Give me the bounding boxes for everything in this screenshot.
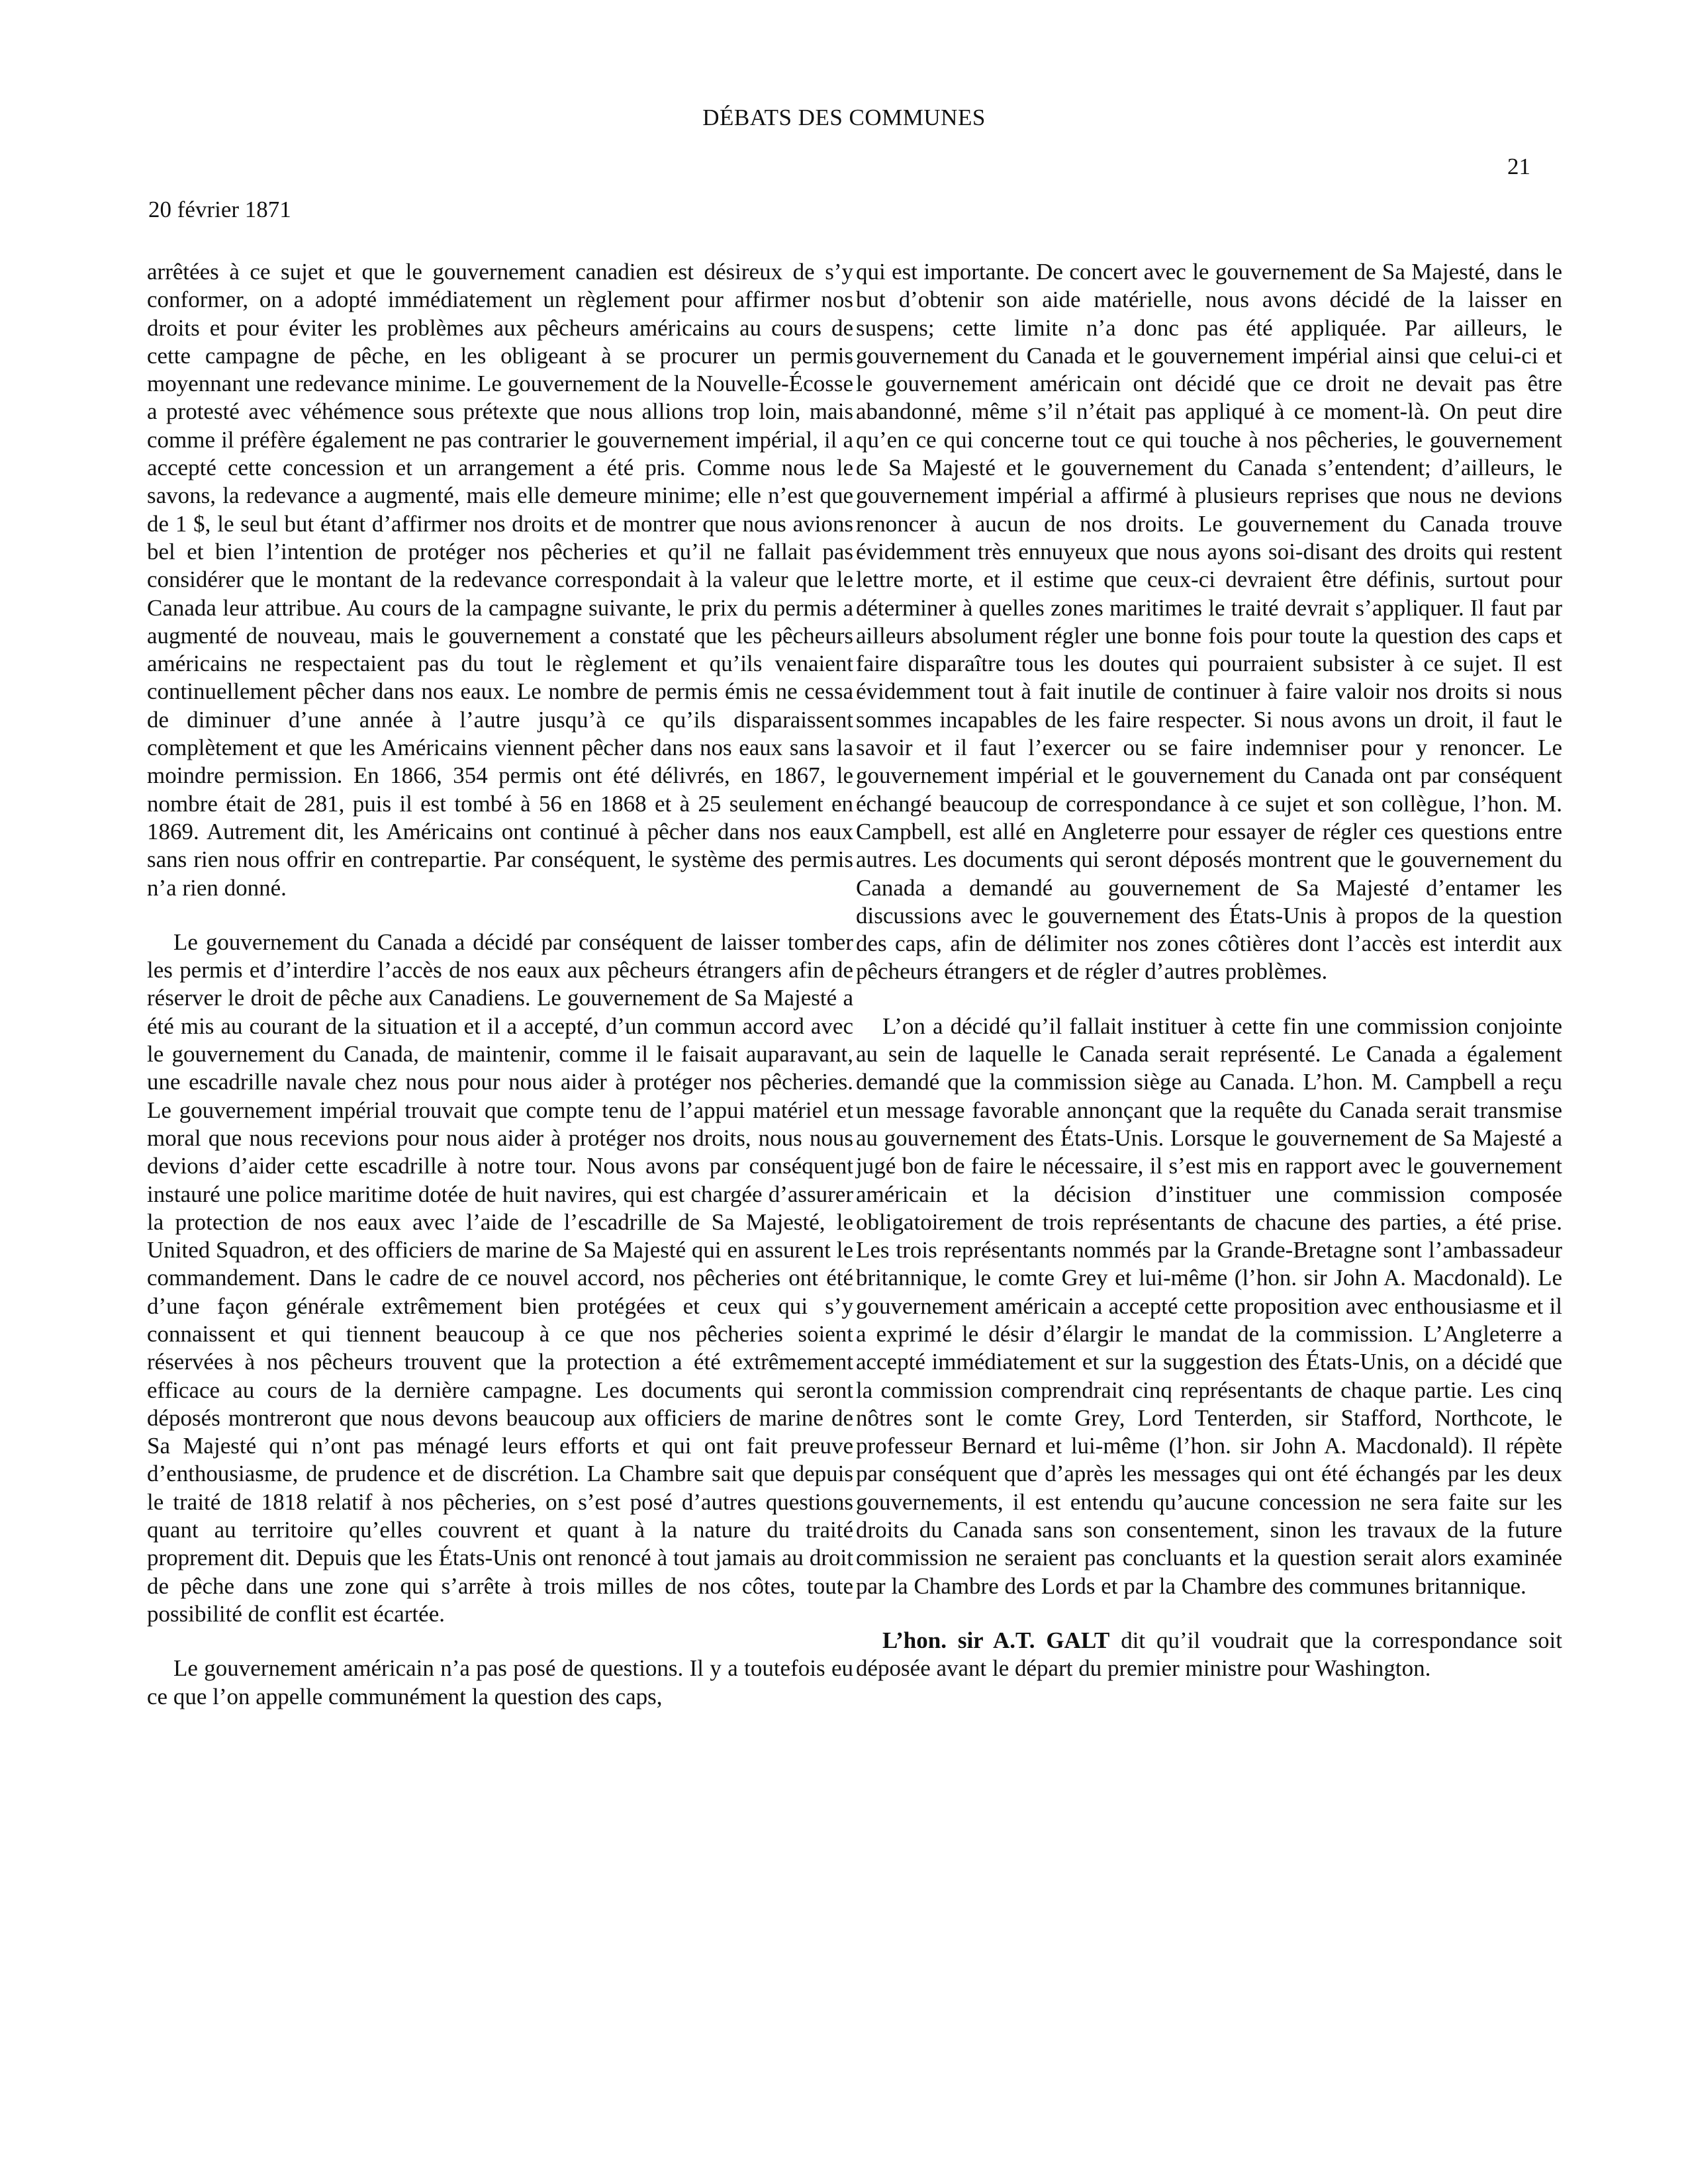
right-column xyxy=(856,258,1562,1709)
paragraph-continued: qui est importante. De concert avec le gouvernement de Sa Majesté, dans le but d’obtenir son aide matérielle, nous avons décidé de la laisser en suspens; cette limite n’a donc pas été appliquée. Par ailleurs, le gouvernement du Canada et le gouvernement impérial ainsi que celui-ci et le gouvernement américain ont décidé que ce droit ne devait pas être abandonné, même s’il n’était pas appliqué à ce moment-là. On peut dire qu’en ce qui concerne tout ce qui touche à nos pêcheries, le gouvernement de Sa Majesté et le gouvernement du Canada s’entendent; d’ailleurs, le gouvernement impérial a affirmé à plusieurs reprises que nous ne devions renoncer à aucun de nos droits. Le gouvernement du Canada trouve évidemment très ennuyeux que nous ayons soi-disant des droits qui restent lettre morte, et il estime que ceux-ci devraient être définis, surtout pour déterminer à quelles zones maritimes le traité devrait s’appliquer. Il faut par ailleurs absolument régler une bonne fois pour toute la question des caps et faire disparaître tous les doutes qui pourraient subsister à ce sujet. Il est évidemment tout à fait inutile de continuer à faire valoir nos droits si nous sommes incapables de les faire respecter. Si nous avons un droit, il faut le savoir et il faut l’exercer ou se faire indemniser pour y renoncer. Le gouvernement impérial et le gouvernement du Canada ont par conséquent échangé beaucoup de correspondance à ce sujet et son collègue, l’hon. M. Campbell, est allé en Angleterre pour essayer de régler ces questions entre autres. Les documents qui seront déposés montrent que le gouvernement du Canada a demandé au gouvernement de Sa Majesté d’entamer les discussions avec le gouvernement des États-Unis à propos de la question des caps, afin de délimiter nos zones côtières dont l’accès est interdit aux pêcheurs étrangers et de régler d’autres problèmes. xyxy=(856,259,1562,985)
date-line: 20 février 1871 xyxy=(148,197,291,222)
speech-text: dit qu’il voudrait que la correspondance soit déposée avant le départ du premier ministre pour Washington. xyxy=(856,1627,1562,1682)
speech-paragraph xyxy=(856,1627,1562,1683)
paragraph: Le gouvernement américain n’a pas posé de questions. Il y a toutefois eu ce que l’on appelle communément la question des caps, xyxy=(147,1655,853,1709)
paragraph: L’on a décidé qu’il fallait instituer à cette fin une commission conjointe au sein de laquelle le Canada serait représenté. Le Canada a également demandé que la commission siège au Canada. L’hon. M. Campbell a reçu un message favorable annonçant que la requête du Canada serait transmise au gouvernement des États-Unis. Lorsque le gouvernement de Sa Majesté a jugé bon de faire le nécessaire, il s’est mis en rapport avec le gouvernement américain et la décision d’instituer une commission composée obligatoirement de trois représentants de chacune des parties, a été prise. Les trois représentants nommés par la Grande-Bretagne sont l’ambassadeur britannique, le comte Grey et lui-même (l’hon. sir John A. Macdonald). Le gouvernement américain a accepté cette proposition avec enthousiasme et il a exprimé le désir d’élargir le mandat de la commission. L’Angleterre a accepté immédiatement et sur la suggestion des États-Unis, on a décidé que la commission comprendrait cinq représentants de chaque partie. Les cinq nôtres sont le comte Grey, Lord Tenterden, sir Stafford, Northcote, le professeur Bernard et lui-même (l’hon. sir John A. Macdonald). Il répète par conséquent que d’après les messages qui ont été échangés par les deux gouvernements, il est entendu qu’aucune concession ne sera faite sur les droits du Canada sans son consentement, sinon les travaux de la future commission ne seraient pas concluants et la question serait alors examinée par la Chambre des Lords et par la Chambre des communes britannique. xyxy=(856,1013,1562,1599)
page-number: 21 xyxy=(1507,154,1530,179)
speaker-name: L’hon. sir A.T. GALT xyxy=(882,1627,1110,1653)
running-head-title: DÉBATS DES COMMUNES xyxy=(702,105,986,130)
paragraph-continued: arrêtées à ce sujet et que le gouvernement canadien est désireux de s’y conformer, on a adopté immédiatement un règlement pour affirmer nos droits et pour éviter les problèmes aux pêcheurs américains au cours de cette campagne de pêche, en les obligeant à se procurer un permis moyennant une redevance minime. Le gouvernement de la Nouvelle-Écosse a protesté avec véhémence sous prétexte que nous allions trop loin, mais comme il préfère également ne pas contrarier le gouvernement impérial, il a accepté cette concession et un arrangement a été pris. Comme nous le savons, la redevance a augmenté, mais elle demeure minime; elle n’est que de 1 $, le seul but étant d’affirmer nos droits et de montrer que nous avions bel et bien l’intention de protéger nos pêcheries et qu’il ne fallait pas considérer que le montant de la redevance correspondait à la valeur que le Canada leur attribue. Au cours de la campagne suivante, le prix du permis a augmenté de nouveau, mais le gouvernement a constaté que les pêcheurs américains ne respectaient pas du tout le règlement et qu’ils venaient continuellement pêcher dans nos eaux. Le nombre de permis émis ne cessa de diminuer d’une année à l’autre jusqu’à ce qu’ils disparaissent complètement et que les Américains viennent pêcher dans nos eaux sans la moindre permission. En 1866, 354 permis ont été délivrés, en 1867, le nombre était de 281, puis il est tombé à 56 en 1868 et à 25 seulement en 1869. Autrement dit, les Américains ont continué à pêcher dans nos eaux sans rien nous offrir en contrepartie. Par conséquent, le système des permis n’a rien donné. xyxy=(147,259,853,901)
paragraph: Le gouvernement du Canada a décidé par conséquent de laisser tomber les permis et d’interdire l’accès de nos eaux aux pêcheurs étrangers afin de réserver le droit de pêche aux Canadiens. Le gouvernement de Sa Majesté a été mis au courant de la situation et il a accepté, d’un commun accord avec le gouvernement du Canada, de maintenir, comme il le faisait auparavant, une escadrille navale chez nous pour nous aider à protéger nos pêcheries. Le gouvernement impérial trouvait que compte tenu de l’appui matériel et moral que nous recevions pour nous aider à protéger nos droits, nous nous devions d’aider cette escadrille à notre tour. Nous avons par conséquent instauré une police maritime dotée de huit navires, qui est chargée d’assurer la protection de nos eaux avec l’aide de l’escadrille de Sa Majesté, le United Squadron, et des officiers de marine de Sa Majesté qui en assurent le commandement. Dans le cadre de ce nouvel accord, nos pêcheries ont été d’une façon générale extrêmement bien protégées et ceux qui s’y connaissent et qui tiennent beaucoup à ce que nos pêcheries soient réservées à nos pêcheurs trouvent que la protection a été extrêmement efficace au cours de la dernière campagne. Les documents qui seront déposés montreront que nous devons beaucoup aux officiers de marine de Sa Majesté qui n’ont pas ménagé leurs efforts et qui ont fait preuve d’enthousiasme, de prudence et de discrétion. La Chambre sait que depuis le traité de 1818 relatif à nos pêcheries, on s’est posé d’autres questions quant au territoire qu’elles couvrent et quant à la nature du traité proprement dit. Depuis que les États-Unis ont renoncé à tout jamais au droit de pêche dans une zone qui s’arrête à trois milles de nos côtes, toute possibilité de conflit est écartée. xyxy=(147,929,853,1627)
left-column xyxy=(147,258,853,1737)
